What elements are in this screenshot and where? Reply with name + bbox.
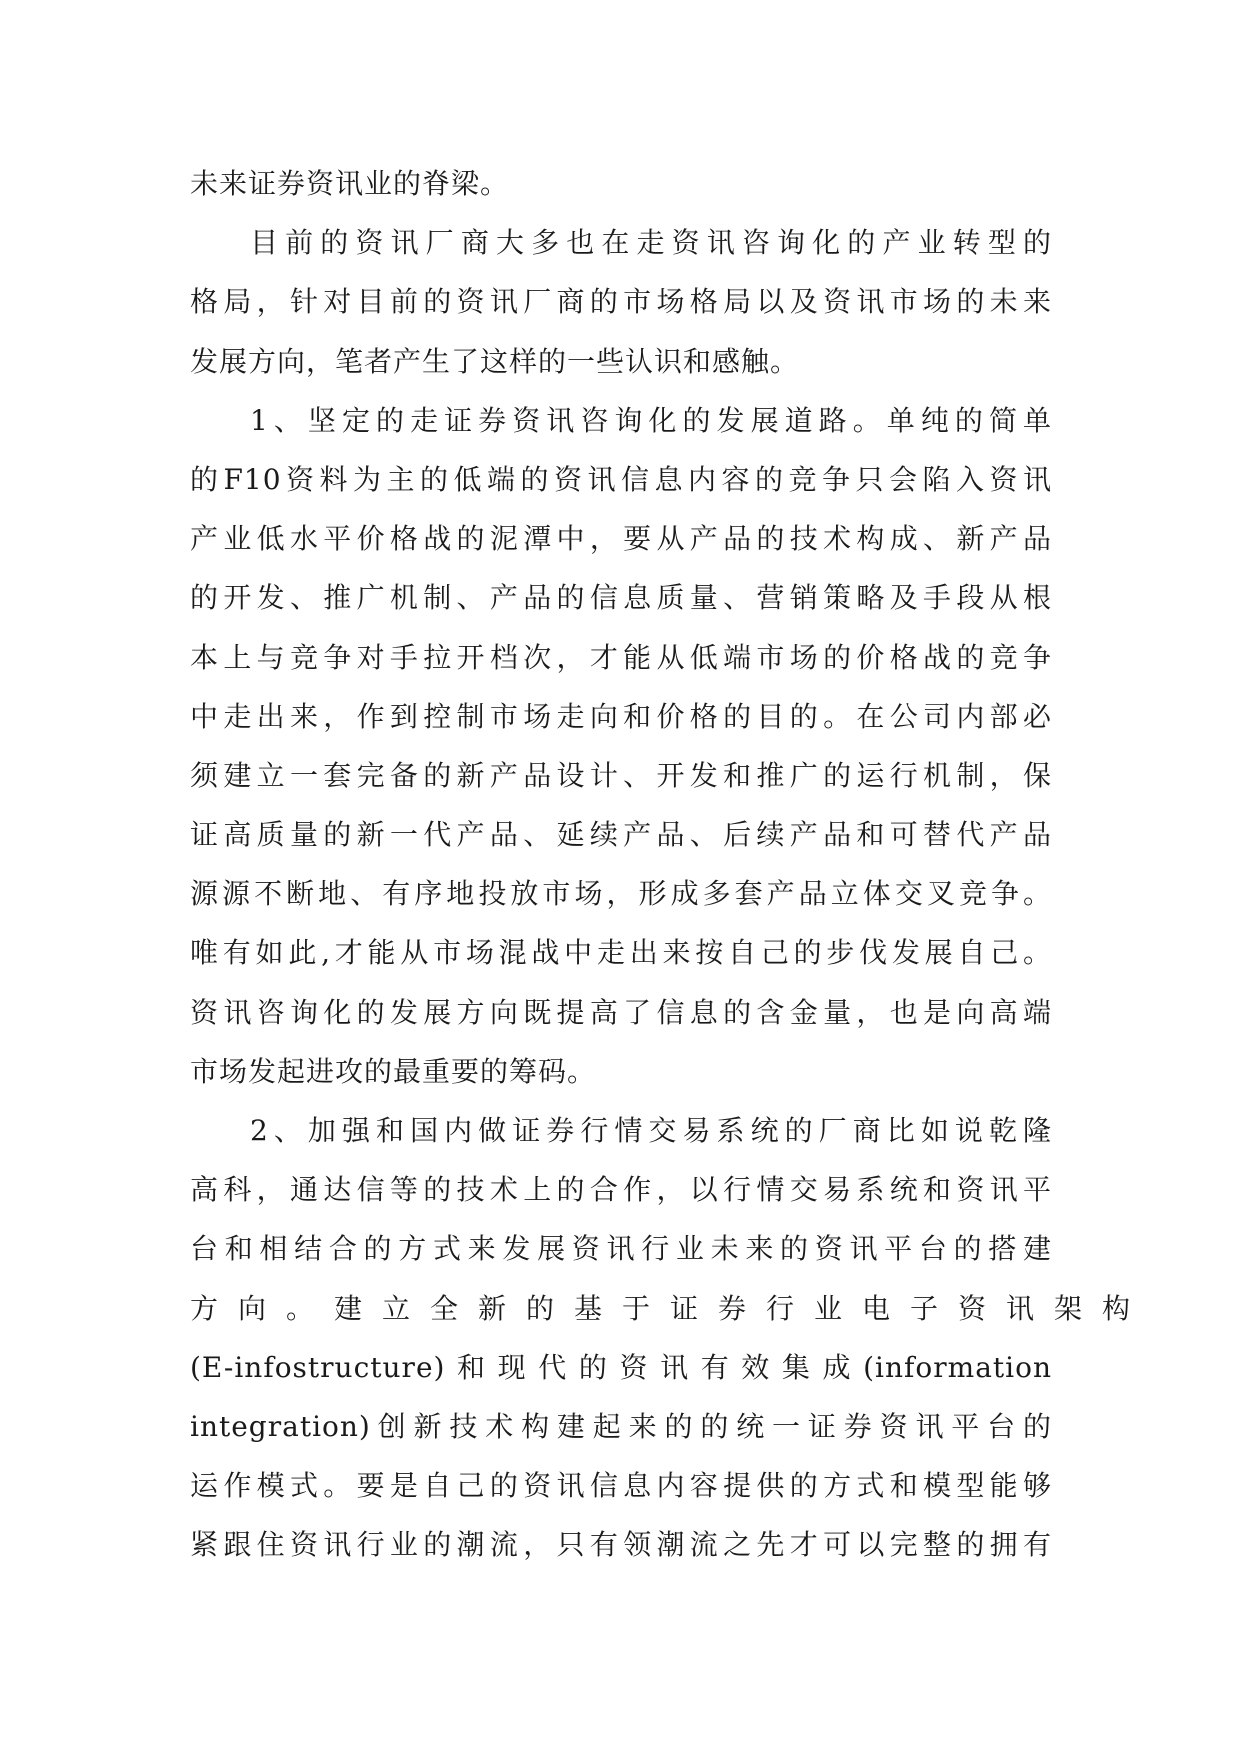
text-line: 须建立一套完备的新产品设计、开发和推广的运行机制，保	[190, 758, 1052, 792]
text-line: 本上与竞争对手拉开档次，才能从低端市场的价格战的竞争	[190, 640, 1052, 674]
text-line: 产业低水平价格战的泥潭中，要从产品的技术构成、新产品	[190, 522, 1052, 556]
text-line: 发展方向，笔者产生了这样的一些认识和感触。	[190, 344, 800, 378]
text-line: 的F10资料为主的低端的资讯信息内容的竞争只会陷入资讯	[190, 462, 1052, 496]
text-line: 2、加强和国内做证券行情交易系统的厂商比如说乾隆	[250, 1114, 1052, 1147]
text-line: (E-infostructure)和现代的资讯有效集成(information	[190, 1350, 1052, 1384]
text-line: 中走出来，作到控制市场走向和价格的目的。在公司内部必	[190, 699, 1052, 733]
text-line: 紧跟住资讯行业的潮流，只有领潮流之先才可以完整的拥有	[190, 1528, 1052, 1562]
body-text	[190, 154, 1151, 1575]
text-line: 高科，通达信等的技术上的合作，以行情交易系统和资讯平	[190, 1173, 1052, 1207]
text-line: 市场发起进攻的最重要的筹码。	[190, 1054, 597, 1088]
text-line: integration)创新技术构建起来的的统一证券资讯平台的	[190, 1409, 1052, 1443]
text-line: 未来证券资讯业的脊梁。	[190, 167, 510, 200]
text-line: 目前的资讯厂商大多也在走资讯咨询化的产业转型的	[250, 226, 1052, 260]
text-line: 证高质量的新一代产品、延续产品、后续产品和可替代产品	[190, 818, 1052, 852]
text-line: 运作模式。要是自己的资讯信息内容提供的方式和模型能够	[190, 1469, 1052, 1503]
text-line: 源源不断地、有序地投放市场，形成多套产品立体交叉竞争。	[190, 877, 1052, 911]
text-line: 台和相结合的方式来发展资讯行业未来的资讯平台的搭建	[190, 1232, 1052, 1266]
text-line: 唯有如此,才能从市场混战中走出来按自己的步伐发展自己。	[190, 936, 1052, 970]
text-line: 1、坚定的走证券资讯咨询化的发展道路。单纯的简单	[250, 403, 1052, 437]
text-line: 格局，针对目前的资讯厂商的市场格局以及资讯市场的未来	[190, 285, 1052, 319]
text-line: 方向。建立全新的基于证券行业电子资讯架构	[190, 1291, 1151, 1325]
text-line: 的开发、推广机制、产品的信息质量、营销策略及手段从根	[190, 581, 1052, 615]
text-line: 资讯咨询化的发展方向既提高了信息的含金量，也是向高端	[190, 995, 1052, 1029]
